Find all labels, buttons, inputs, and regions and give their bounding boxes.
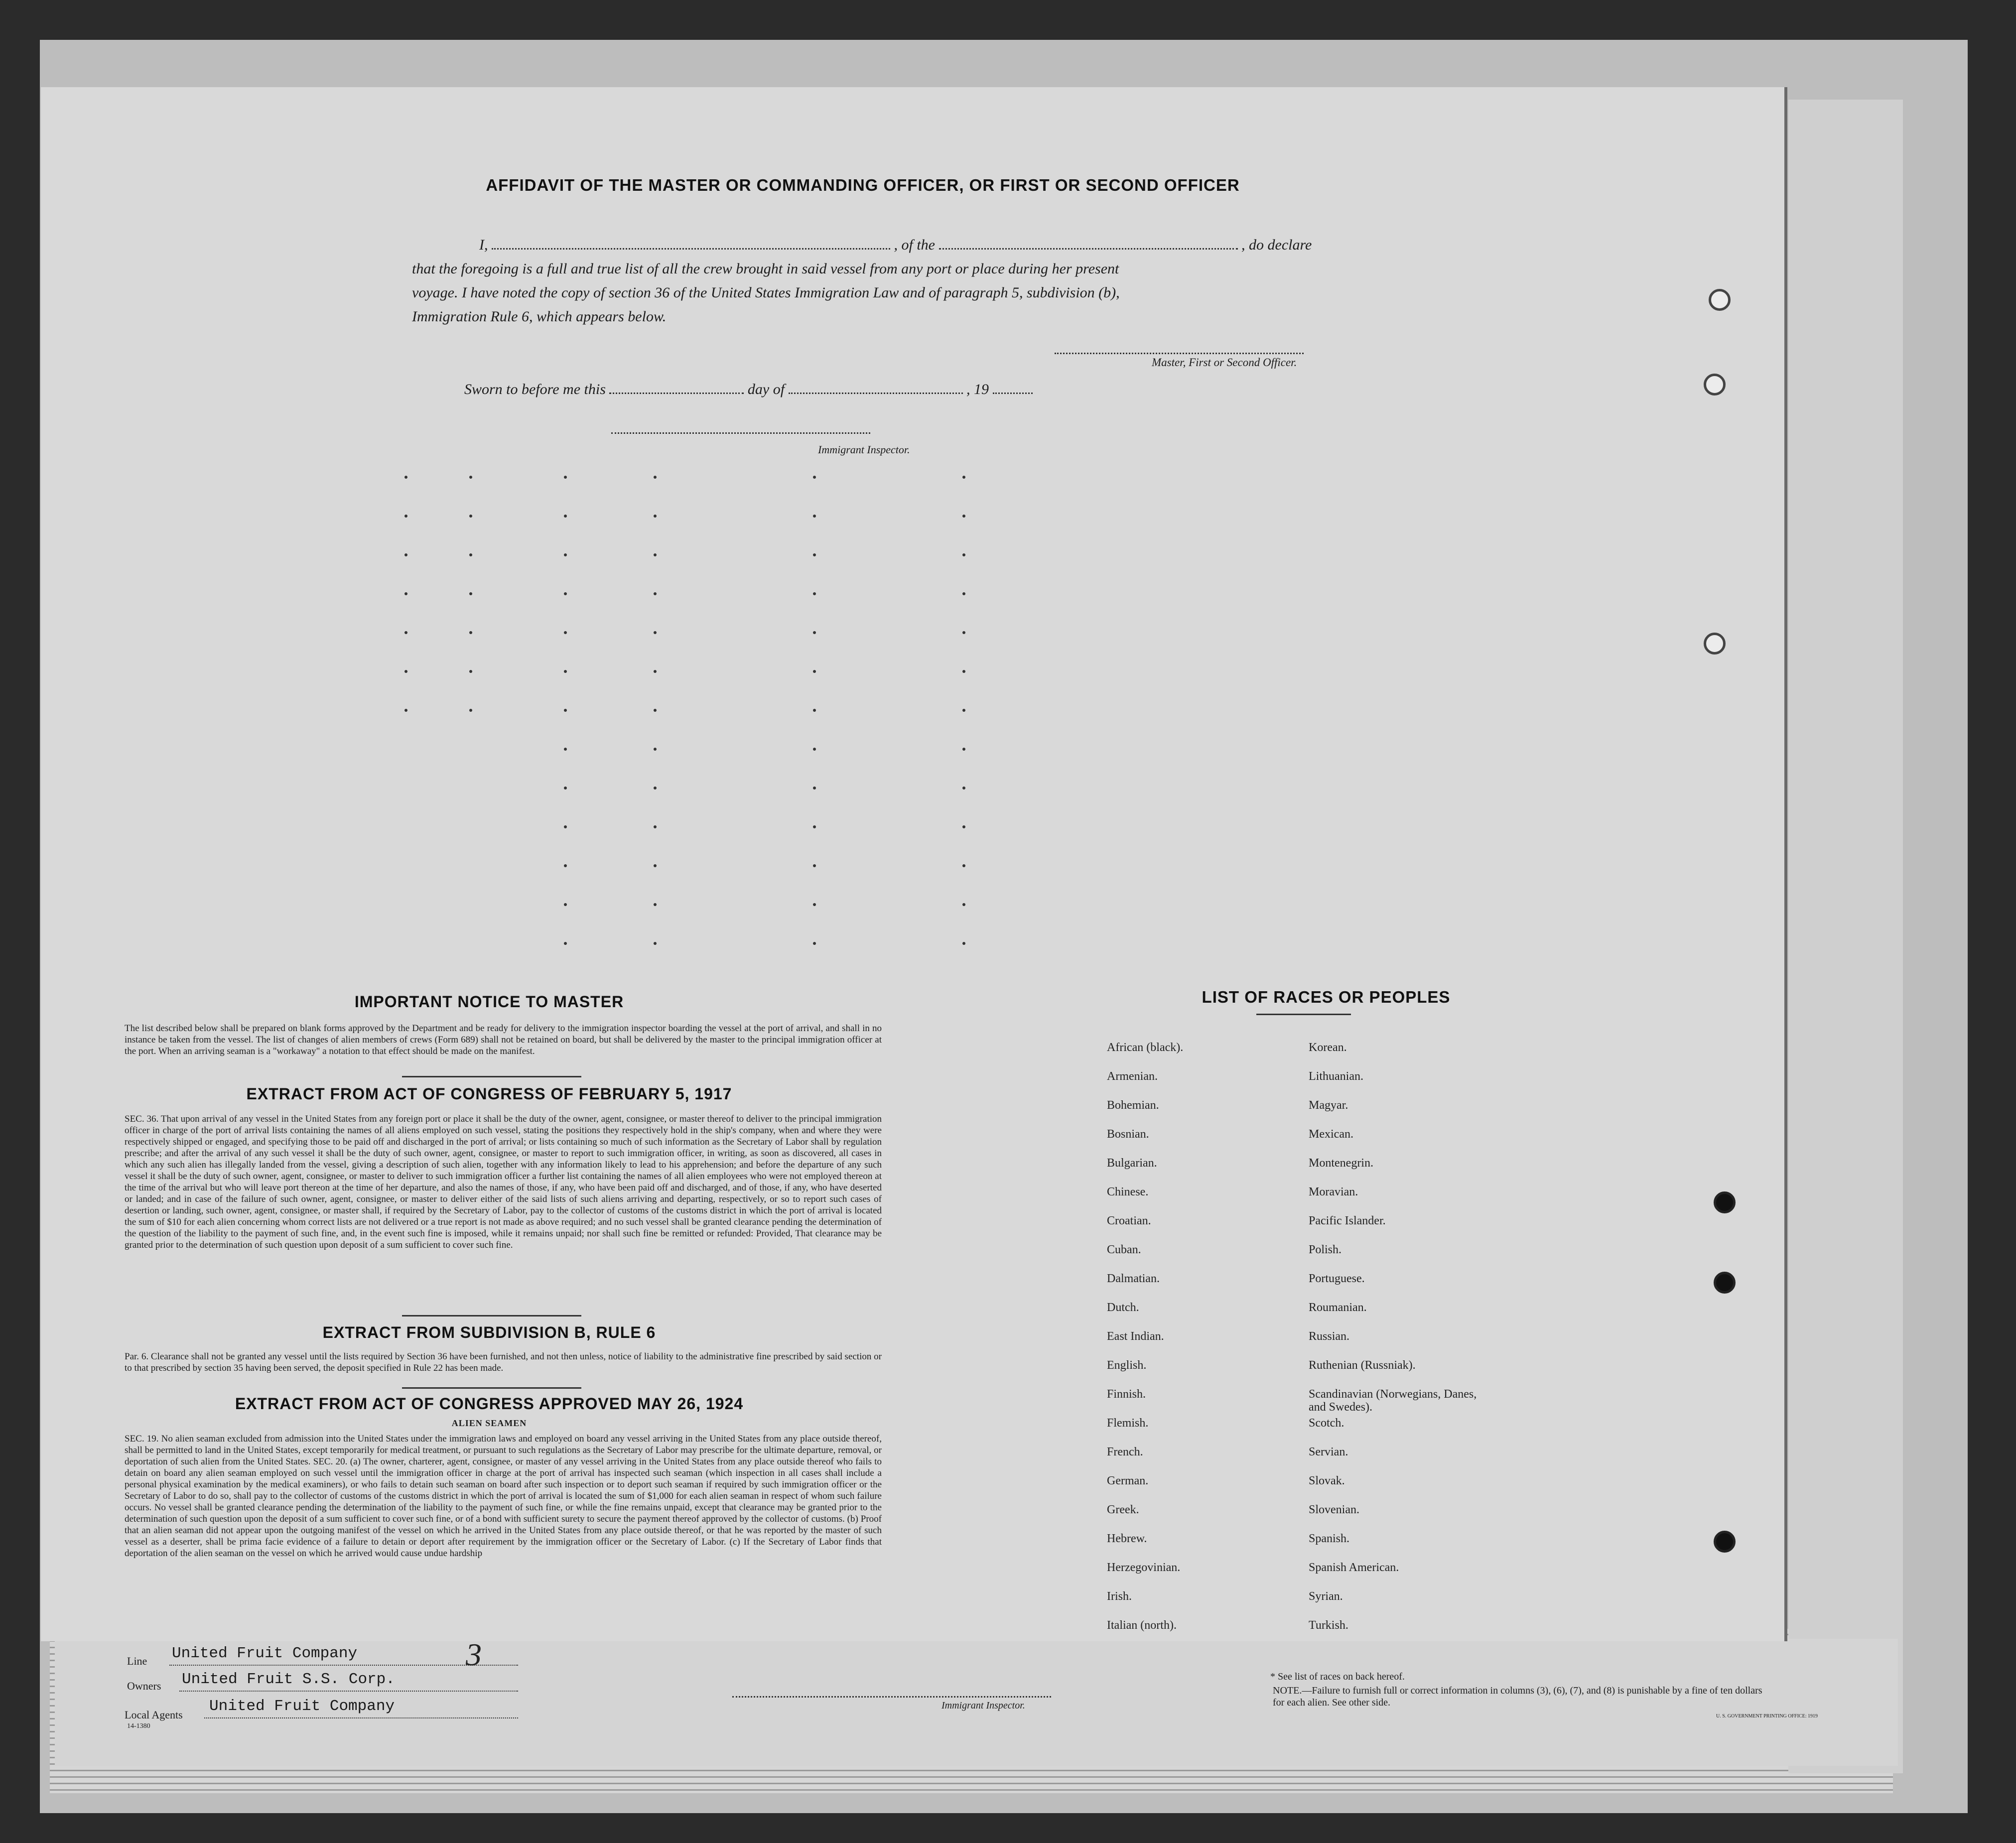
year-label: , 19 xyxy=(966,381,989,397)
column-dot xyxy=(813,476,816,479)
race-item: Bulgarian. xyxy=(1107,1157,1157,1170)
affidavit-text-3: voyage. I have noted the copy of section 36 of the United States Immigration Law and of paragraph 5, subdivision (b), xyxy=(412,284,1120,301)
fine-note: NOTE.—Failure to furnish full or correct information in columns (3), (6), (7), and (8) is punishable by a fine of ten dollars for each alien. See other side. xyxy=(1273,1685,1762,1708)
race-item: Servian. xyxy=(1309,1446,1348,1458)
do-declare-label: , do declare xyxy=(1241,237,1312,253)
divider xyxy=(402,1387,581,1389)
race-item: Pacific Islander. xyxy=(1309,1214,1386,1227)
column-dot xyxy=(962,709,965,712)
sworn-month-field[interactable] xyxy=(789,393,963,394)
column-dot xyxy=(813,553,816,556)
extract-rule6-text: Par. 6. Clearance shall not be granted any vessel until the lists required by Section 36 have been furnished, and not then unless, notice of liability to the administrative fine prescribed by said section or to that prescribed by section 35 having been served, the deposit specified in Rule 22 has been made. xyxy=(125,1351,882,1373)
master-signature-caption: Master, First or Second Officer. xyxy=(1152,356,1297,369)
column-dot xyxy=(469,631,472,634)
column-dot xyxy=(404,592,407,595)
column-dot xyxy=(564,864,567,867)
column-dot xyxy=(962,515,965,518)
column-dot xyxy=(564,709,567,712)
column-dot xyxy=(469,553,472,556)
agents-field xyxy=(204,1717,518,1718)
extract-1917-text: SEC. 36. That upon arrival of any vessel in the United States from any foreign port or place it shall be the duty of the owner, agent, consignee, or master thereof to deliver to the principal immigration officer in charge of the port of arrival lists containing the names of all aliens employed on such vessel, stating the positions they respectively hold in the ship's company, when and where they were respectively shipped or engaged, and specifying those to be paid off and discharged in the port of arrival; or lists containing so much of such information as the Secretary of Labor shall by regulation prescribe; and after the arrival of any such vessel it shall be the duty of such owner, agent, consignee, or master to report to such immigration officer, in writing, as soon as discovered, all cases in which any such alien has illegally landed from the vessel, giving a description of such alien, together with any information likely to lead to his apprehension; and before the departure of any such vessel it shall be the duty of such owner, agent, consignee, or master to deliver to such immigration officer a further list containing the names of all alien employees who were not employed thereon at the time of the arrival but who will leave port thereon at the time of her departure, and also the names of those, if any, who have been paid off and discharged, and of those, if any, who have deserted or landed; and in case of the failure of such owner, agent, consignee, or master to deliver either of the said lists of such aliens arriving and departing, respectively, or so to report such cases of desertion or landing, such owner, agent, consignee, or master shall, if required by the Secretary of Labor, pay to the collector of customs of the customs district in which the port of arrival is located the sum of $10 for each alien concerning whom correct lists are not delivered or a true report is not made as above required; and no such vessel shall be granted clearance pending the determination of the question of the liability to the payment of such fine, and, in the event such fine is imposed, while it remains unpaid; nor shall such fine be remitted or refunded: Provided, That clearance may be granted prior to the determination of such question upon deposit of a sum sufficient to cover such fine. xyxy=(125,1114,882,1250)
column-dot xyxy=(962,942,965,945)
column-dot xyxy=(654,825,657,828)
race-item: English. xyxy=(1107,1359,1147,1372)
column-dot xyxy=(469,515,472,518)
punch-hole xyxy=(1704,374,1726,395)
race-item: Lithuanian. xyxy=(1309,1070,1363,1083)
column-dot xyxy=(469,592,472,595)
punch-hole xyxy=(1704,633,1726,655)
sworn-line xyxy=(464,381,1033,398)
race-item: Scandinavian (Norwegians, Danes, and Swedes). xyxy=(1309,1388,1477,1414)
race-item: German. xyxy=(1107,1474,1149,1487)
column-dot xyxy=(469,476,472,479)
column-dot xyxy=(962,903,965,906)
divider xyxy=(402,1315,581,1316)
race-item: Dalmatian. xyxy=(1107,1272,1160,1285)
extract-1924-text: SEC. 19. No alien seaman excluded from admission into the United States under the immigration laws and employed on board any vessel arriving in the United States from any place outside thereof, shall be permitted to land in the United States, except temporarily for medical treatment, or pursuant to such regulations as the Secretary of Labor may prescribe for the ultimate departure, removal, or deportation of such alien from the United States. SEC. 20. (a) The owner, charterer, agent, consignee, or master of any vessel arriving in the United States from any place outside thereof who fails to detain on board any alien seaman employed on such vessel until the immigration officer in charge at the port of arrival has inspected such seaman (which inspection in all cases shall include a personal physical examination by the medical examiners), or who fails to detain such seaman on board after such inspection or to deport such seaman if required by such immigration officer or the Secretary of Labor to do so, shall pay to the collector of customs of the customs district in which the port of arrival is located the sum of $1,000 for each alien seaman in respect of whom such failure occurs. No vessel shall be granted clearance pending the determination of the liability to the payment of such fine, or while the fine remains unpaid, except that clearance may be granted prior to the determination of such question upon the deposit of a sum sufficient to cover such fine, or of a bond with sufficient surety to secure the payment thereof approved by the collector of customs. (b) Proof that an alien seaman did not appear upon the outgoing manifest of the vessel on which he arrived in the United States from any place outside thereof, or that he was reported by the master of such vessel as a deserter, shall be prima facie evidence of a failure to detain or deport after requirement by the immigration officer or the Secretary of Labor. (c) If the Secretary of Labor finds that deportation of the alien seaman on the vessel on which he arrived would cause undue hardship xyxy=(125,1434,882,1559)
column-dot xyxy=(962,787,965,790)
column-dot xyxy=(654,787,657,790)
race-item: Herzegovinian. xyxy=(1107,1561,1181,1574)
column-dot xyxy=(654,631,657,634)
sworn-day-field[interactable] xyxy=(609,393,744,394)
day-of-label: day of xyxy=(747,381,785,397)
race-item: Chinese. xyxy=(1107,1185,1149,1198)
extract-1924-title: EXTRACT FROM ACT OF CONGRESS APPROVED MAY 26, 1924 xyxy=(235,1395,744,1413)
race-item: Korean. xyxy=(1309,1041,1347,1054)
column-dot xyxy=(813,903,816,906)
vessel-name-field[interactable] xyxy=(939,248,1238,250)
column-dot xyxy=(469,670,472,673)
race-item: Cuban. xyxy=(1107,1243,1141,1256)
column-dot xyxy=(564,942,567,945)
race-item: Finnish. xyxy=(1107,1388,1146,1401)
race-item: Turkish. xyxy=(1309,1619,1348,1632)
owners-value: United Fruit S.S. Corp. xyxy=(182,1671,395,1688)
inspector-signature-line[interactable] xyxy=(611,432,870,434)
race-item: Mexican. xyxy=(1309,1128,1353,1141)
affidavit-title: AFFIDAVIT OF THE MASTER OR COMMANDING OFFICER, OR FIRST OR SECOND OFFICER xyxy=(486,176,1240,194)
column-dot xyxy=(564,787,567,790)
sworn-label: Sworn to before me this xyxy=(464,381,606,397)
divider xyxy=(402,1076,581,1077)
extract-rule6-title: EXTRACT FROM SUBDIVISION B, RULE 6 xyxy=(322,1323,656,1341)
affidavit-text-4: Immigration Rule 6, which appears below. xyxy=(412,308,667,325)
race-item: Croatian. xyxy=(1107,1214,1151,1227)
column-dot xyxy=(564,903,567,906)
sworn-year-field[interactable] xyxy=(993,393,1033,394)
column-dot xyxy=(654,515,657,518)
column-dot xyxy=(564,748,567,751)
race-item: Italian (north). xyxy=(1107,1619,1177,1632)
column-dot xyxy=(564,670,567,673)
race-item: Spanish American. xyxy=(1309,1561,1399,1574)
column-dot xyxy=(654,864,657,867)
column-dot xyxy=(813,515,816,518)
column-dot xyxy=(469,709,472,712)
column-dot xyxy=(813,942,816,945)
affidavit-declaration-line xyxy=(479,237,1426,254)
underlying-page-strip xyxy=(1788,100,1903,1773)
column-dot xyxy=(654,670,657,673)
column-dot xyxy=(813,709,816,712)
printing-office: U. S. GOVERNMENT PRINTING OFFICE: 1919 xyxy=(1716,1713,1818,1719)
column-dot xyxy=(654,942,657,945)
column-dot xyxy=(962,553,965,556)
column-dot xyxy=(564,553,567,556)
race-item: East Indian. xyxy=(1107,1330,1164,1343)
race-item: Portuguese. xyxy=(1309,1272,1365,1285)
extract-1924-subtitle: ALIEN SEAMEN xyxy=(451,1418,527,1428)
column-dot xyxy=(813,787,816,790)
column-dot xyxy=(962,825,965,828)
race-item: African (black). xyxy=(1107,1041,1184,1054)
of-the-label: , of the xyxy=(894,237,935,253)
agents-label: Local Agents xyxy=(125,1709,183,1721)
column-dot xyxy=(564,476,567,479)
race-item: Syrian. xyxy=(1309,1590,1343,1603)
race-item: Bohemian. xyxy=(1107,1099,1159,1112)
race-item: Dutch. xyxy=(1107,1301,1139,1314)
punch-hole xyxy=(1714,1272,1736,1294)
owners-field xyxy=(179,1691,518,1692)
see-list-note: * See list of races on back hereof. xyxy=(1270,1671,1405,1682)
race-item: Scotch. xyxy=(1309,1417,1344,1430)
column-dot xyxy=(404,709,407,712)
punch-hole xyxy=(1709,289,1731,311)
affidavit-text-2: that the foregoing is a full and true list of all the crew brought in said vessel from any port or place during her present xyxy=(412,261,1119,277)
owners-label: Owners xyxy=(127,1680,161,1692)
declarant-name-field[interactable] xyxy=(492,248,890,250)
race-item: Magyar. xyxy=(1309,1099,1348,1112)
column-dot xyxy=(962,592,965,595)
divider xyxy=(1256,1014,1351,1015)
agents-value: United Fruit Company xyxy=(209,1698,395,1715)
races-title: LIST OF RACES OR PEOPLES xyxy=(1202,988,1451,1006)
column-dot xyxy=(654,592,657,595)
column-dot xyxy=(813,864,816,867)
column-dot xyxy=(962,631,965,634)
race-item: Ruthenian (Russniak). xyxy=(1309,1359,1416,1372)
declarant-label: I, xyxy=(479,237,488,253)
extract-1917-title: EXTRACT FROM ACT OF CONGRESS OF FEBRUARY 5, 1917 xyxy=(246,1085,732,1103)
race-item: Irish. xyxy=(1107,1590,1132,1603)
column-dot xyxy=(404,476,407,479)
race-item: Polish. xyxy=(1309,1243,1342,1256)
column-dot xyxy=(962,670,965,673)
column-dot xyxy=(404,670,407,673)
inspector-signature-caption: Immigrant Inspector. xyxy=(818,443,910,456)
master-signature-line[interactable] xyxy=(1055,353,1304,354)
column-dot xyxy=(404,631,407,634)
race-item: Montenegrin. xyxy=(1309,1157,1373,1170)
column-dot xyxy=(654,709,657,712)
race-item: Spanish. xyxy=(1309,1532,1350,1545)
race-item: Roumanian. xyxy=(1309,1301,1367,1314)
race-item: Bosnian. xyxy=(1107,1128,1149,1141)
notice-text: The list described below shall be prepared on blank forms approved by the Department and be ready for delivery to the immigration inspector boarding the vessel at the port of arrival, and shall in no instance be taken from the vessel. The list of changes of alien members of crews (Form 689) shall not be retained on board, but shall be delivered by the master to the principal immigration officer at the port. When an arriving seaman is a "workaway" a notation to that effect should be made on the manifest. xyxy=(125,1023,882,1056)
column-dot xyxy=(564,592,567,595)
race-item: Moravian. xyxy=(1309,1185,1358,1198)
line-value: United Fruit Company xyxy=(172,1645,358,1662)
column-dot xyxy=(813,592,816,595)
column-dot xyxy=(564,825,567,828)
column-dot xyxy=(813,670,816,673)
column-dot xyxy=(813,825,816,828)
column-dot xyxy=(813,631,816,634)
column-dot xyxy=(564,631,567,634)
column-dot xyxy=(404,553,407,556)
inspector-footer-line xyxy=(732,1696,1051,1698)
handwritten-mark: 3 xyxy=(466,1637,482,1672)
punch-hole xyxy=(1714,1531,1736,1553)
column-dot xyxy=(404,515,407,518)
column-dot xyxy=(654,553,657,556)
race-item: French. xyxy=(1107,1446,1143,1458)
column-dot xyxy=(654,903,657,906)
race-item: Russian. xyxy=(1309,1330,1350,1343)
column-dot xyxy=(564,515,567,518)
column-dot xyxy=(654,476,657,479)
form-number: 14-1380 xyxy=(127,1722,150,1730)
race-item: Slovak. xyxy=(1309,1474,1345,1487)
punch-hole xyxy=(1714,1191,1736,1213)
line-label: Line xyxy=(127,1655,147,1667)
column-dot xyxy=(962,864,965,867)
notice-title: IMPORTANT NOTICE TO MASTER xyxy=(354,993,624,1011)
inspector-footer-caption: Immigrant Inspector. xyxy=(941,1700,1025,1711)
race-item: Greek. xyxy=(1107,1503,1139,1516)
column-dot xyxy=(962,748,965,751)
race-item: Slovenian. xyxy=(1309,1503,1359,1516)
column-dot xyxy=(813,748,816,751)
affidavit-sheet xyxy=(41,87,1787,1641)
race-item: Hebrew. xyxy=(1107,1532,1147,1545)
race-item: Armenian. xyxy=(1107,1070,1158,1083)
race-item: Flemish. xyxy=(1107,1417,1149,1430)
column-dot xyxy=(962,476,965,479)
column-dot xyxy=(654,748,657,751)
